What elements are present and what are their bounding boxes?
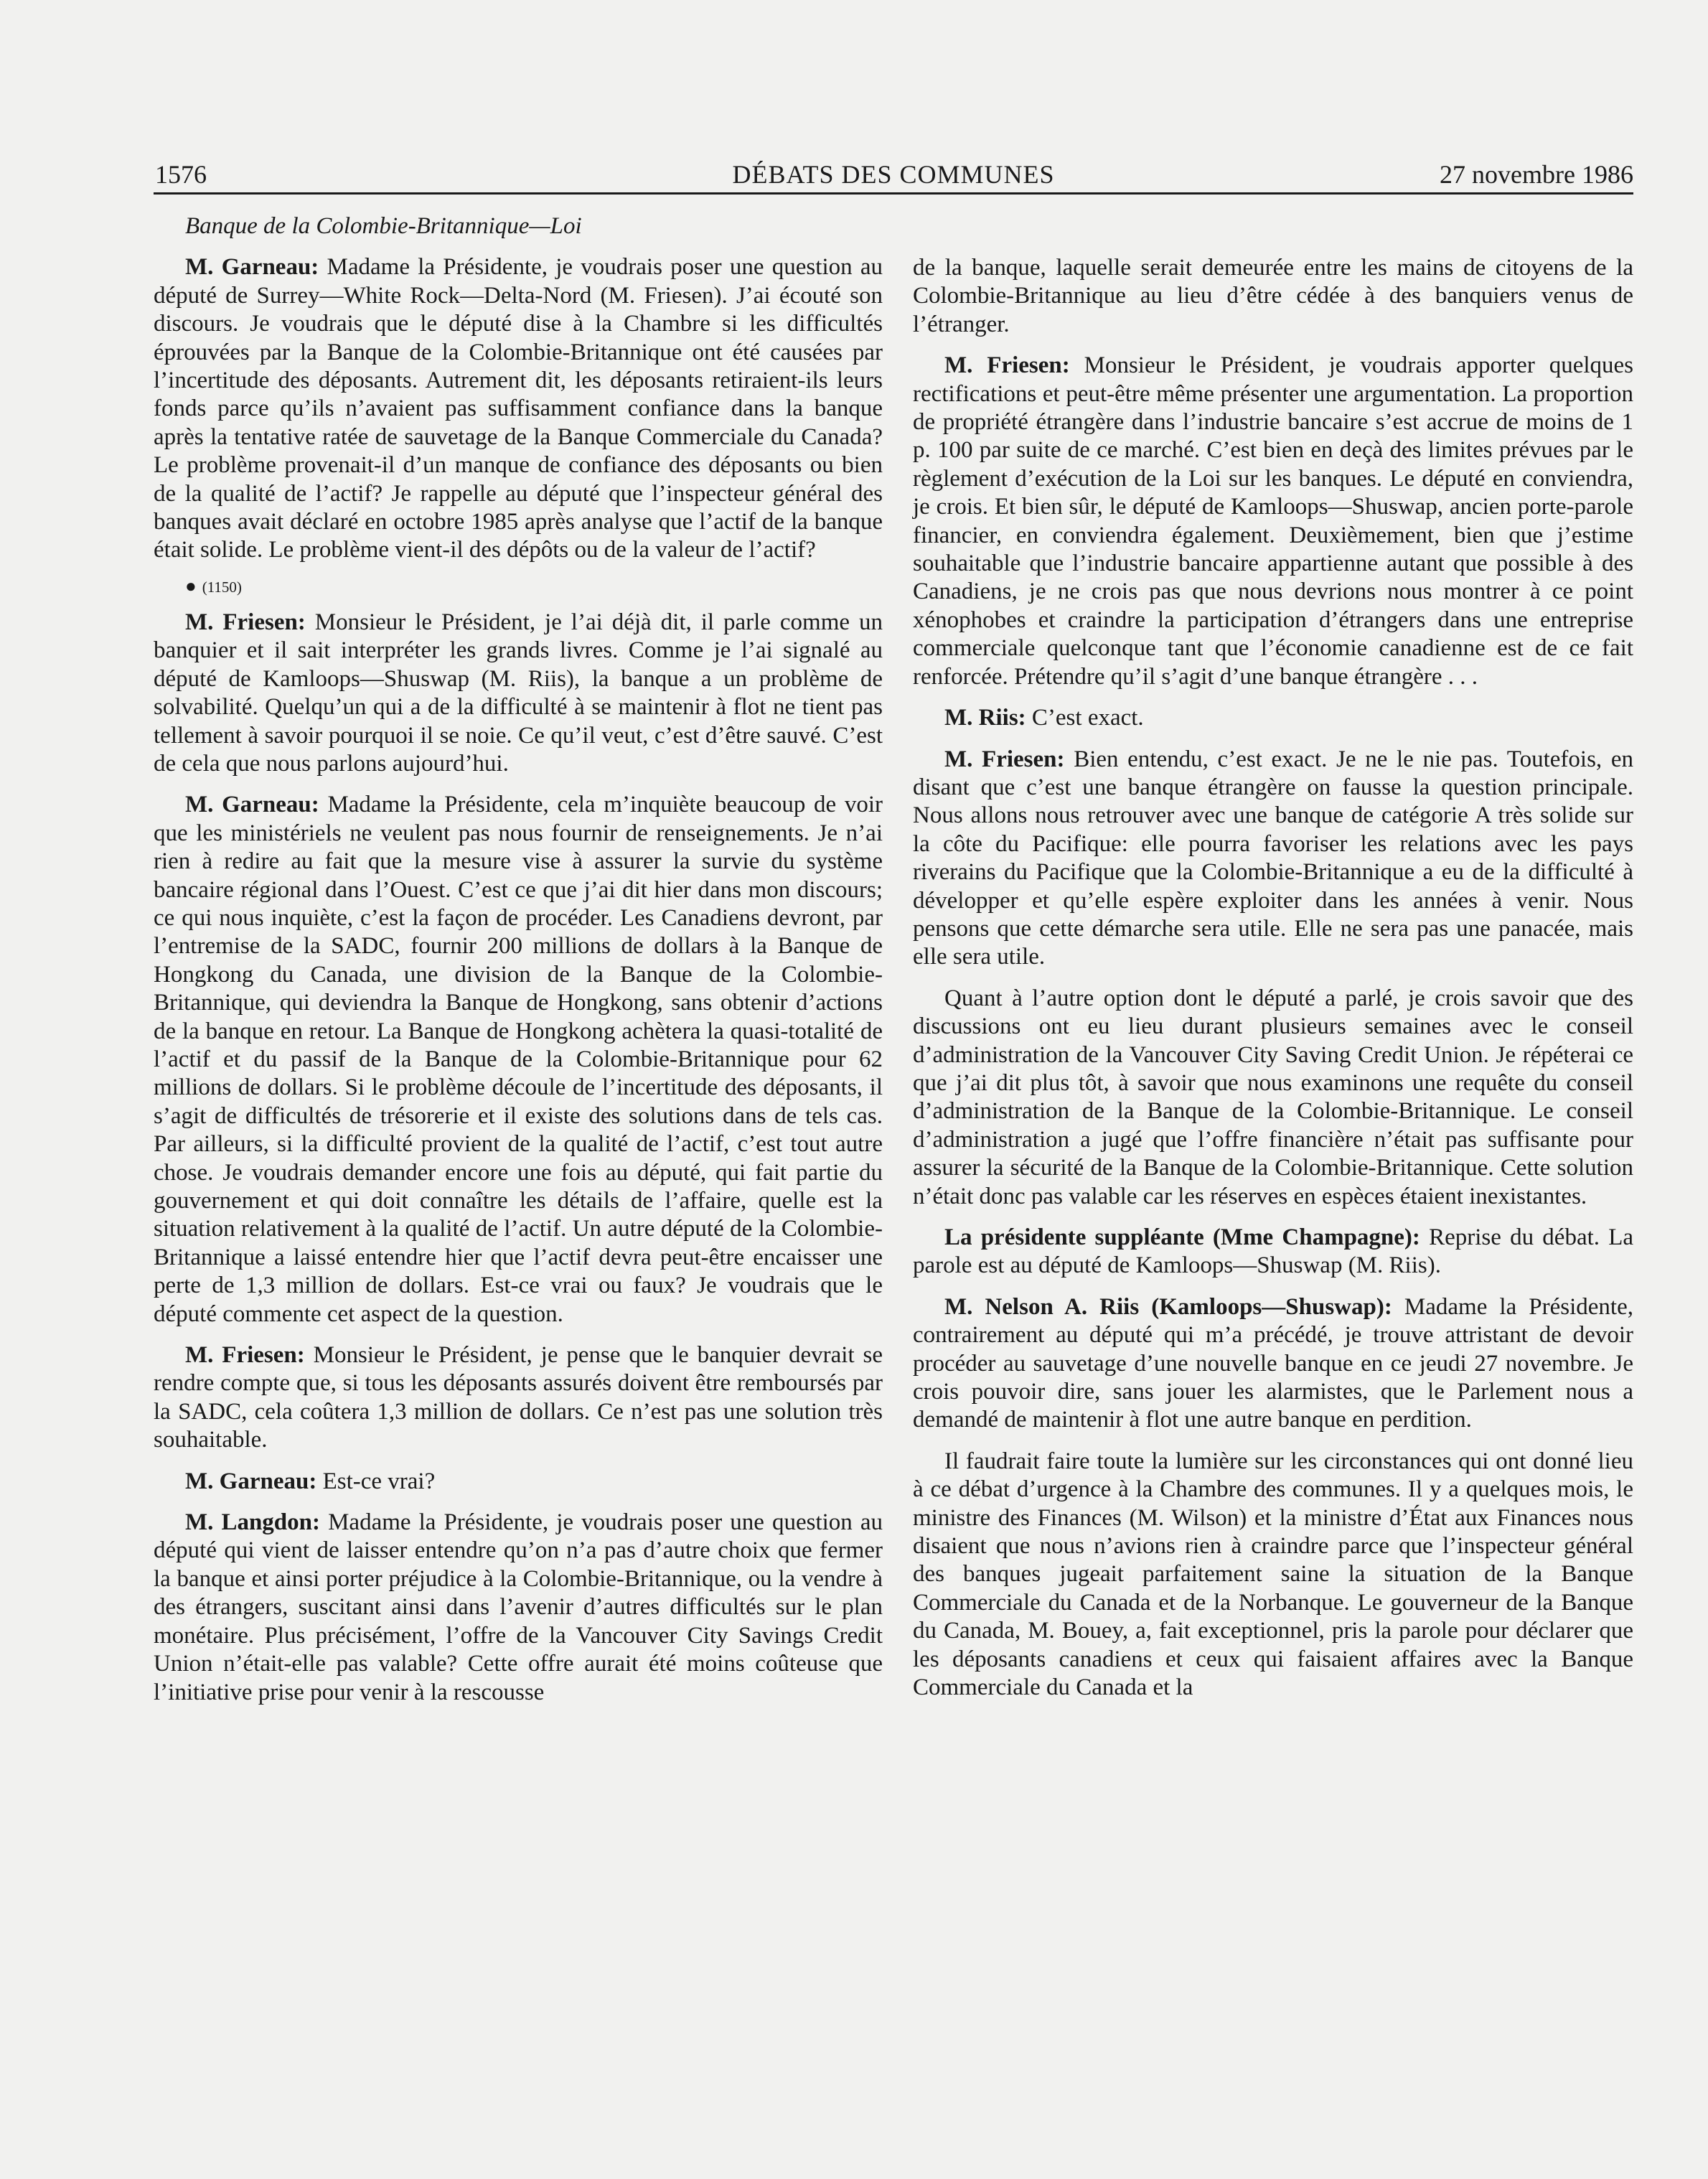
speech-paragraph <box>913 704 1633 732</box>
section-title: Banque de la Colombie-Britannique—Loi <box>185 213 582 239</box>
speech-paragraph <box>913 746 1633 972</box>
speech-paragraph <box>154 609 883 778</box>
speech-text: Monsieur le Président, je voudrais apporter quelques rectifications et peut-être même présenter une argumentation. La proportion de propriété étrangère dans l’industrie bancaire s’est accrue de moins de 1 p. 100 par suite de ce marché. C’est bien en deçà des limites prévues par le règlement d’exécution de la Loi sur les banques. Le député en conviendra, je crois. Et bien sûr, le député de Kamloops—Shuswap, ancien porte-parole financier, en conviendra également. Deuxièmement, bien que j’estime souhaitable que l’industrie bancaire appartienne autant que possible à des Canadiens, je ne crois pas que nous devrions nous montrer à ce point xénophobes et craindre la participation d’étrangers dans une entreprise commerciale quelconque tant que l’économie canadienne est de ce fait renforcée. Prétendre qu’il s’agit d’une banque étrangère . . . <box>913 352 1633 690</box>
speech-text: Reprise du débat. La parole est au député de Kamloops—Shuswap (M. Riis). <box>913 1224 1633 1279</box>
header-date: 27 novembre 1986 <box>1440 160 1633 189</box>
speech-paragraph <box>154 253 883 564</box>
speech-paragraph <box>154 1509 883 1707</box>
speaker-name: M. Garneau: <box>185 254 319 281</box>
body-paragraph: Quant à l’autre option dont le député a parlé, je crois savoir que des discussions ont eu lieu durant plusieurs semaines avec le conseil d’administration de la Vancouver City Saving Credit Union. Je répéterai ce que j’ai dit plus tôt, à savoir que nous examinons une requête du conseil d’administration de la Banque de la Colombie-Britannique. Le conseil d’administration a jugé que l’offre financière n’était pas suffisante pour assurer la sécurité de la Banque de la Colombie-Britannique. Cette solution n’était donc pas valable car les réserves en espèces étaient inexistantes. <box>913 985 1633 1209</box>
speech-paragraph <box>913 352 1633 691</box>
body-paragraph: Il faudrait faire toute la lumière sur les circonstances qui ont donné lieu à ce débat d’urgence à la Chambre des communes. Il y a quelques mois, le ministre des Finances (M. Wilson) et la ministre d’État aux Finances nous disaient que nous n’avions rien à craindre parce que l’inspecteur général des banques jugeait parfaitement saine la situation de la Banque Commerciale du Canada et de la Norbanque. Le gouverneur de la Banque du Canada, M. Bouey, a, fait exceptionnel, pris la parole pour déclarer que les déposants canadiens et ceux qui faisaient affaires avec la Banque Commerciale du Canada et la <box>913 1448 1633 1701</box>
speech-text: Monsieur le Président, je l’ai déjà dit, il parle comme un banquier et il sait interpréter les grands livres. Comme je l’ai signalé au député de Kamloops—Shuswap (M. Riis), la banque a un problème de solvabilité. Quelqu’un qui a de la difficulté à se maintenir à flot ne tient pas tellement à savoir pourquoi il se noie. Ce qu’il veut, c’est d’être sauvé. C’est de cela que nous parlons aujourd’hui. <box>154 609 883 777</box>
left-column <box>154 212 883 1720</box>
speech-text: Bien entendu, c’est exact. Je ne le nie pas. Toutefois, en disant que c’est une banque étrangère on fausse la question principale. Nous allons nous retrouver avec une banque de catégorie A très solide sur la côte du Pacifique: elle pourra favoriser les relations avec les pays riverains du Pacifique que la Colombie-Britannique a eu de la difficulté à développer et qu’elle espère exploiter dans les années à venir. Nous pensons que cette démarche sera utile. Elle ne sera pas une panacée, mais elle sera utile. <box>913 746 1633 970</box>
speaker-name: La présidente suppléante (Mme Champagne): <box>944 1224 1420 1250</box>
speaker-name: M. Garneau: <box>185 792 319 818</box>
right-column <box>913 254 1633 1715</box>
speaker-name: M. Riis: <box>944 705 1026 731</box>
time-marker-text: (1150) <box>202 578 242 596</box>
speaker-name: M. Friesen: <box>185 609 306 635</box>
time-marker <box>154 575 883 596</box>
speech-paragraph <box>913 1224 1633 1280</box>
speech-text: Madame la Présidente, je voudrais poser une question au député de Surrey—White Rock—Delta-Nord (M. Friesen). J’ai écouté son discours. Je voudrais que le député dise à la Chambre si les difficultés éprouvées par la Banque de la Colombie-Britannique ont été causées par l’incertitude des déposants. Autrement dit, les déposants retiraient-ils leurs fonds parce qu’ils n’avaient pas suffisamment confiance dans la banque après la tentative ratée de sauvetage de la Banque Commerciale du Canada? Le problème provenait-il d’un manque de confiance des déposants ou bien de la qualité de l’actif? Je rappelle au député que l’inspecteur général des banques avait déclaré en octobre 1985 après analyse que l’actif de la banque était solide. Le problème vient-il des dépôts ou de la valeur de l’actif? <box>154 254 883 563</box>
bullet-icon: ● <box>185 575 197 596</box>
speaker-name: M. Friesen: <box>185 1342 305 1369</box>
speech-text: Madame la Présidente, contrairement au député qui m’a précédé, je trouve attristant de devoir procéder au sauvetage d’une nouvelle banque en ce jeudi 27 novembre. Je crois pouvoir dire, sans jouer les alarmistes, que le Parlement nous a demandé de maintenir à flot une autre banque en perdition. <box>913 1293 1633 1433</box>
speech-text: Madame la Présidente, je voudrais poser une question au député qui vient de laisser entendre qu’on n’a pas d’autre choix que fermer la banque et ainsi porter préjudice à la Colombie-Britannique, ou la vendre à des étrangers, suscitant ainsi dans l’avenir d’autres difficultés sur le plan monétaire. Plus précisément, l’offre de la Vancouver City Savings Credit Union n’était-elle pas valable? Cette offre aurait été moins coûteuse que l’initiative prise pour venir à la rescousse <box>154 1509 883 1705</box>
speech-paragraph <box>913 1293 1633 1435</box>
speaker-name: M. Langdon: <box>185 1509 321 1536</box>
speech-paragraph <box>154 791 883 1329</box>
page-header <box>154 156 1633 195</box>
speech-paragraph <box>154 1468 883 1496</box>
speech-text: C’est exact. <box>1031 705 1144 731</box>
publication-title: DÉBATS DES COMMUNES <box>732 160 1055 189</box>
speech-paragraph <box>154 1341 883 1455</box>
speaker-name: M. Friesen: <box>944 352 1070 379</box>
continued-paragraph: de la banque, laquelle serait demeurée entre les mains de citoyens de la Colombie-Britannique au lieu d’être cédée à des banquiers venus de l’étranger. <box>913 255 1633 337</box>
page-number: 1576 <box>155 160 207 189</box>
speaker-name: M. Nelson A. Riis (Kamloops—Shuswap): <box>944 1293 1392 1320</box>
speaker-name: M. Garneau: <box>185 1468 317 1494</box>
speech-text: Est-ce vrai? <box>322 1468 436 1494</box>
speaker-name: M. Friesen: <box>944 746 1065 772</box>
speech-text: Monsieur le Président, je pense que le banquier devrait se rendre compte que, si tous les déposants assurés doivent être remboursés par la SADC, cela coûtera 1,3 million de dollars. Ce n’est pas une solution très souhaitable. <box>154 1342 883 1453</box>
speech-text: Madame la Présidente, cela m’inquiète beaucoup de voir que les ministériels ne veulent pas nous fournir de renseignements. Je n’ai rien à redire au fait que la mesure vise à assurer la survie du système bancaire régional dans l’Ouest. C’est ce que j’ai dit hier dans mon discours; ce qui nous inquiète, c’est la façon de procéder. Les Canadiens devront, par l’entremise de la SADC, fournir 200 millions de dollars à la Banque de Hongkong du Canada, une division de la Banque de la Colombie-Britannique, qui deviendra la Banque de Hongkong, sans obtenir d’actions de la banque en retour. La Banque de Hongkong achètera la quasi-totalité de l’actif et du passif de la Banque de la Colombie-Britannique pour 62 millions de dollars. Si le problème découle de l’incertitude des déposants, il s’agit de difficultés de trésorerie et il existe des solutions dans de tels cas. Par ailleurs, si la difficulté provient de la qualité de l’actif, c’est tout autre chose. Je voudrais demander encore une fois au député, qui fait partie du gouvernement et qui doit connaître les détails de l’affaire, quelle est la situation relativement à la qualité de l’actif. Un autre député de la Colombie-Britannique a laissé entendre hier que l’actif devra peut-être encaisser une perte de 1,3 million de dollars. Est-ce vrai ou faux? Je voudrais que le député commente cet aspect de la question. <box>154 792 883 1327</box>
